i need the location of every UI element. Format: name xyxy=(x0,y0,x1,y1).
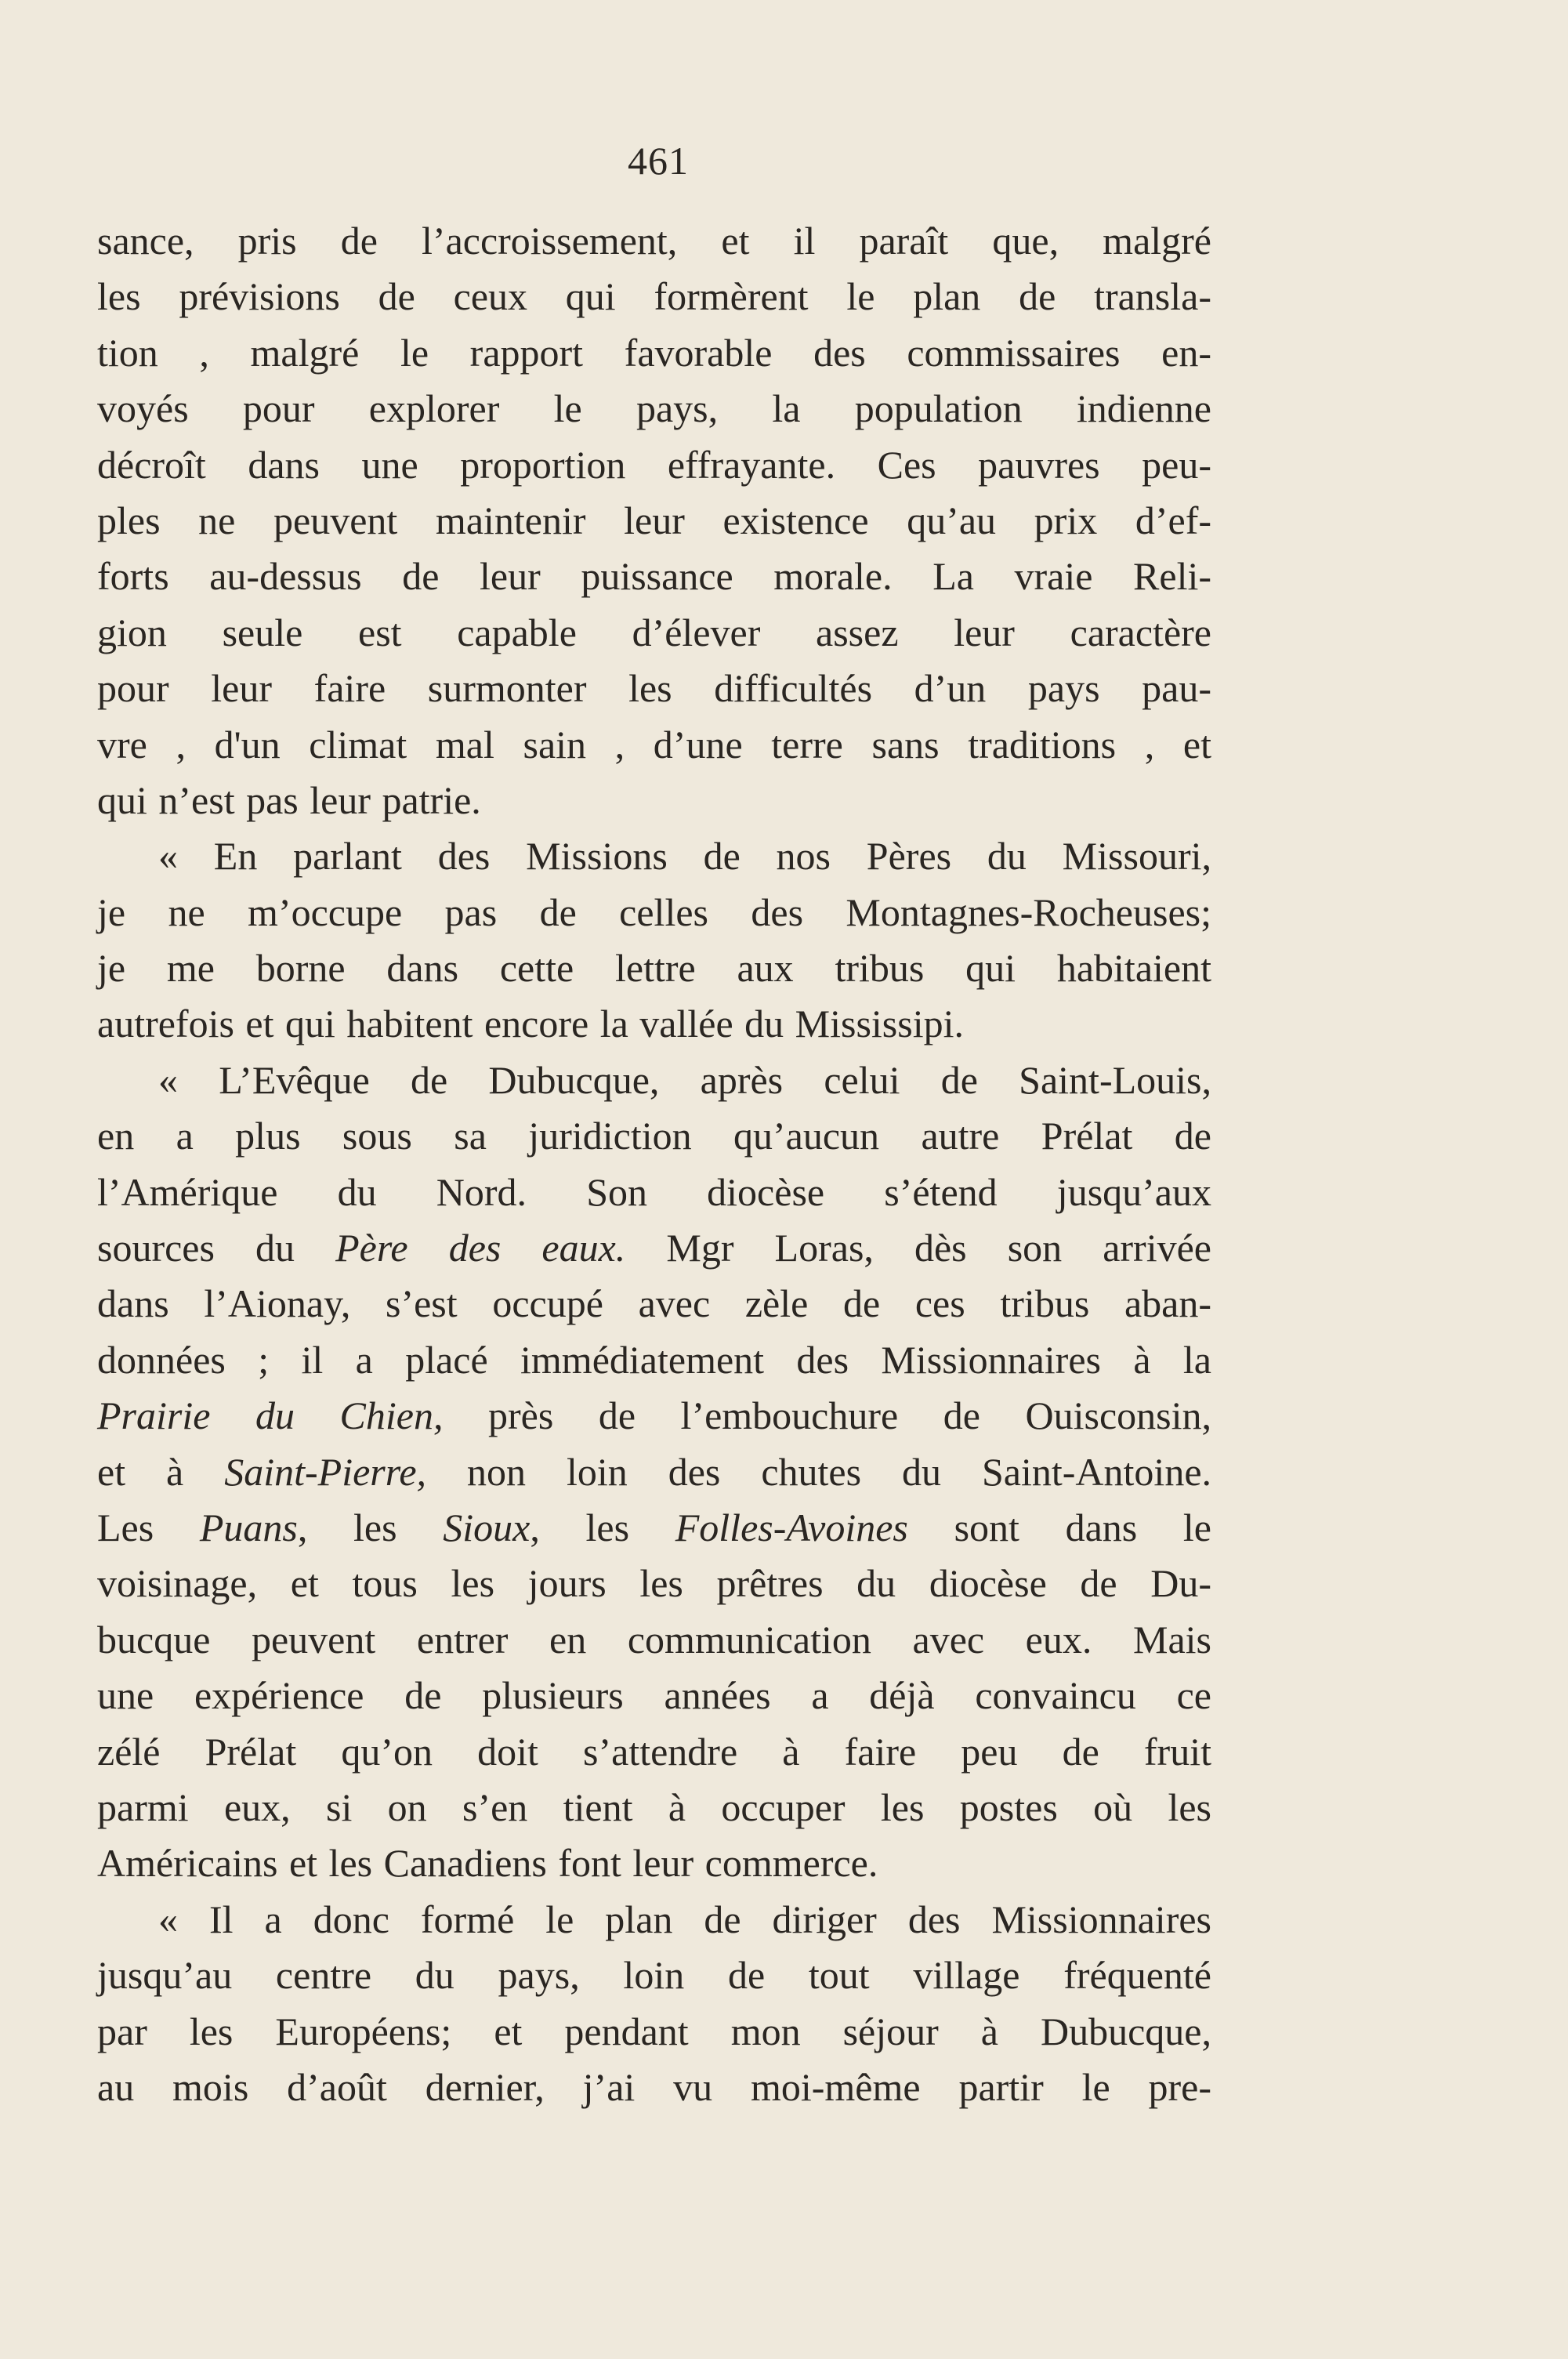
text-span: , les xyxy=(297,1505,444,1549)
body-text xyxy=(97,213,1211,2115)
text-span: et à xyxy=(97,1449,225,1494)
text-span: zélé Prélat qu’on doit s’attendre à faire peu de fruit xyxy=(97,1729,1211,1774)
text-line xyxy=(97,1668,1211,1723)
text-line xyxy=(97,1612,1211,1668)
page-number: 461 xyxy=(628,139,689,183)
text-span: sance, pris de l’accroissement, et il paraît que, malgré xyxy=(97,219,1211,263)
text-line xyxy=(97,1724,1211,1780)
text-span: données ; il a placé immédiatement des Missionnaires à la xyxy=(97,1337,1211,1382)
text-line xyxy=(97,269,1211,324)
text-span: je ne m’occupe pas de celles des Montagnes-Rocheuses; xyxy=(97,890,1211,934)
text-span: les prévisions de ceux qui formèrent le plan de transla- xyxy=(97,274,1211,319)
text-span: par les Européens; et pendant mon séjour à Dubucque, xyxy=(97,2009,1211,2053)
text-line xyxy=(97,1220,1211,1276)
text-span: « Il a donc formé le plan de diriger des Missionnaires xyxy=(158,1897,1211,1941)
text-line xyxy=(97,2004,1211,2060)
text-line xyxy=(97,2060,1211,2115)
italic-text: Père des eaux. xyxy=(335,1226,626,1270)
text-line xyxy=(97,1835,1211,1891)
text-line xyxy=(97,1388,1211,1444)
text-span: , les xyxy=(530,1505,675,1549)
text-line xyxy=(97,381,1211,437)
text-span: pour leur faire surmonter les difficultés d’un pays pau- xyxy=(97,666,1211,711)
text-span: Mgr Loras, dès son arrivée xyxy=(625,1226,1211,1270)
text-line xyxy=(97,1948,1211,2003)
text-span: jusqu’au centre du pays, loin de tout village fréquenté xyxy=(97,1953,1211,1998)
italic-text: Saint-Pierre, xyxy=(224,1449,427,1494)
text-span: vre , d'un climat mal sain , d’une terre sans traditions , et xyxy=(97,722,1211,766)
text-line xyxy=(97,885,1211,940)
text-span: au mois d’août dernier, j’ai vu moi-même partir le pre- xyxy=(97,2064,1211,2109)
text-span: sont dans le xyxy=(907,1505,1211,1549)
text-span: l’Amérique du Nord. Son diocèse s’étend jusqu’aux xyxy=(97,1169,1211,1214)
text-line xyxy=(97,437,1211,493)
text-line xyxy=(97,1444,1211,1500)
text-line xyxy=(97,1500,1211,1556)
text-line xyxy=(97,213,1211,269)
text-line xyxy=(97,1276,1211,1332)
text-span: autrefois et qui habitent encore la vallée du Mississipi. xyxy=(97,1002,964,1046)
text-span: sources du xyxy=(97,1226,336,1270)
text-span: « En parlant des Missions de nos Pères du Missouri, xyxy=(158,834,1211,879)
italic-text: Folles-Avoines xyxy=(675,1505,908,1549)
text-line xyxy=(97,1108,1211,1164)
text-line xyxy=(97,996,1211,1052)
text-line xyxy=(97,661,1211,716)
text-span: forts au-dessus de leur puissance morale. La vraie Reli- xyxy=(97,554,1211,599)
italic-text: Prairie du Chien, xyxy=(97,1393,444,1438)
text-span: en a plus sous sa juridiction qu’aucun autre Prélat de xyxy=(97,1114,1211,1158)
text-span: Les xyxy=(97,1505,200,1549)
text-line xyxy=(97,1556,1211,1611)
text-span: non loin des chutes du Saint-Antoine. xyxy=(426,1449,1212,1494)
text-span: ples ne peuvent maintenir leur existence qu’au prix d’ef- xyxy=(97,498,1211,542)
text-span: Américains et les Canadiens font leur commerce. xyxy=(97,1841,878,1886)
text-line xyxy=(97,1332,1211,1388)
text-line xyxy=(97,940,1211,996)
text-line xyxy=(97,773,1211,828)
text-line xyxy=(97,605,1211,661)
text-span: décroît dans une proportion effrayante. Ces pauvres peu- xyxy=(97,442,1211,487)
text-line xyxy=(97,325,1211,381)
text-line xyxy=(97,1892,1211,1948)
text-line xyxy=(97,828,1211,884)
text-span: près de l’embouchure de Ouisconsin, xyxy=(443,1393,1211,1438)
text-span: parmi eux, si on s’en tient à occuper les postes où les xyxy=(97,1785,1211,1829)
text-line xyxy=(97,1165,1211,1220)
text-span: dans l’Aionay, s’est occupé avec zèle de ces tribus aban- xyxy=(97,1281,1211,1326)
text-span: bucque peuvent entrer en communication avec eux. Mais xyxy=(97,1617,1211,1661)
italic-text: Puans xyxy=(199,1505,298,1549)
text-span: une expérience de plusieurs années a déjà convaincu ce xyxy=(97,1673,1211,1718)
text-line xyxy=(97,1053,1211,1108)
text-span: tion , malgré le rapport favorable des commissaires en- xyxy=(97,330,1211,375)
text-span: voisinage, et tous les jours les prêtres du diocèse de Du- xyxy=(97,1561,1211,1606)
italic-text: Sioux xyxy=(443,1505,531,1549)
text-span: qui n’est pas leur patrie. xyxy=(97,777,481,822)
text-span: « L’Evêque de Dubucque, après celui de Saint-Louis, xyxy=(158,1057,1211,1102)
text-line xyxy=(97,717,1211,773)
text-line xyxy=(97,549,1211,604)
text-line xyxy=(97,1780,1211,1835)
text-line xyxy=(97,493,1211,549)
text-span: gion seule est capable d’élever assez leur caractère xyxy=(97,610,1211,654)
text-span: je me borne dans cette lettre aux tribus qui habitaient xyxy=(97,946,1211,991)
text-span: voyés pour explorer le pays, la population indienne xyxy=(97,386,1211,431)
